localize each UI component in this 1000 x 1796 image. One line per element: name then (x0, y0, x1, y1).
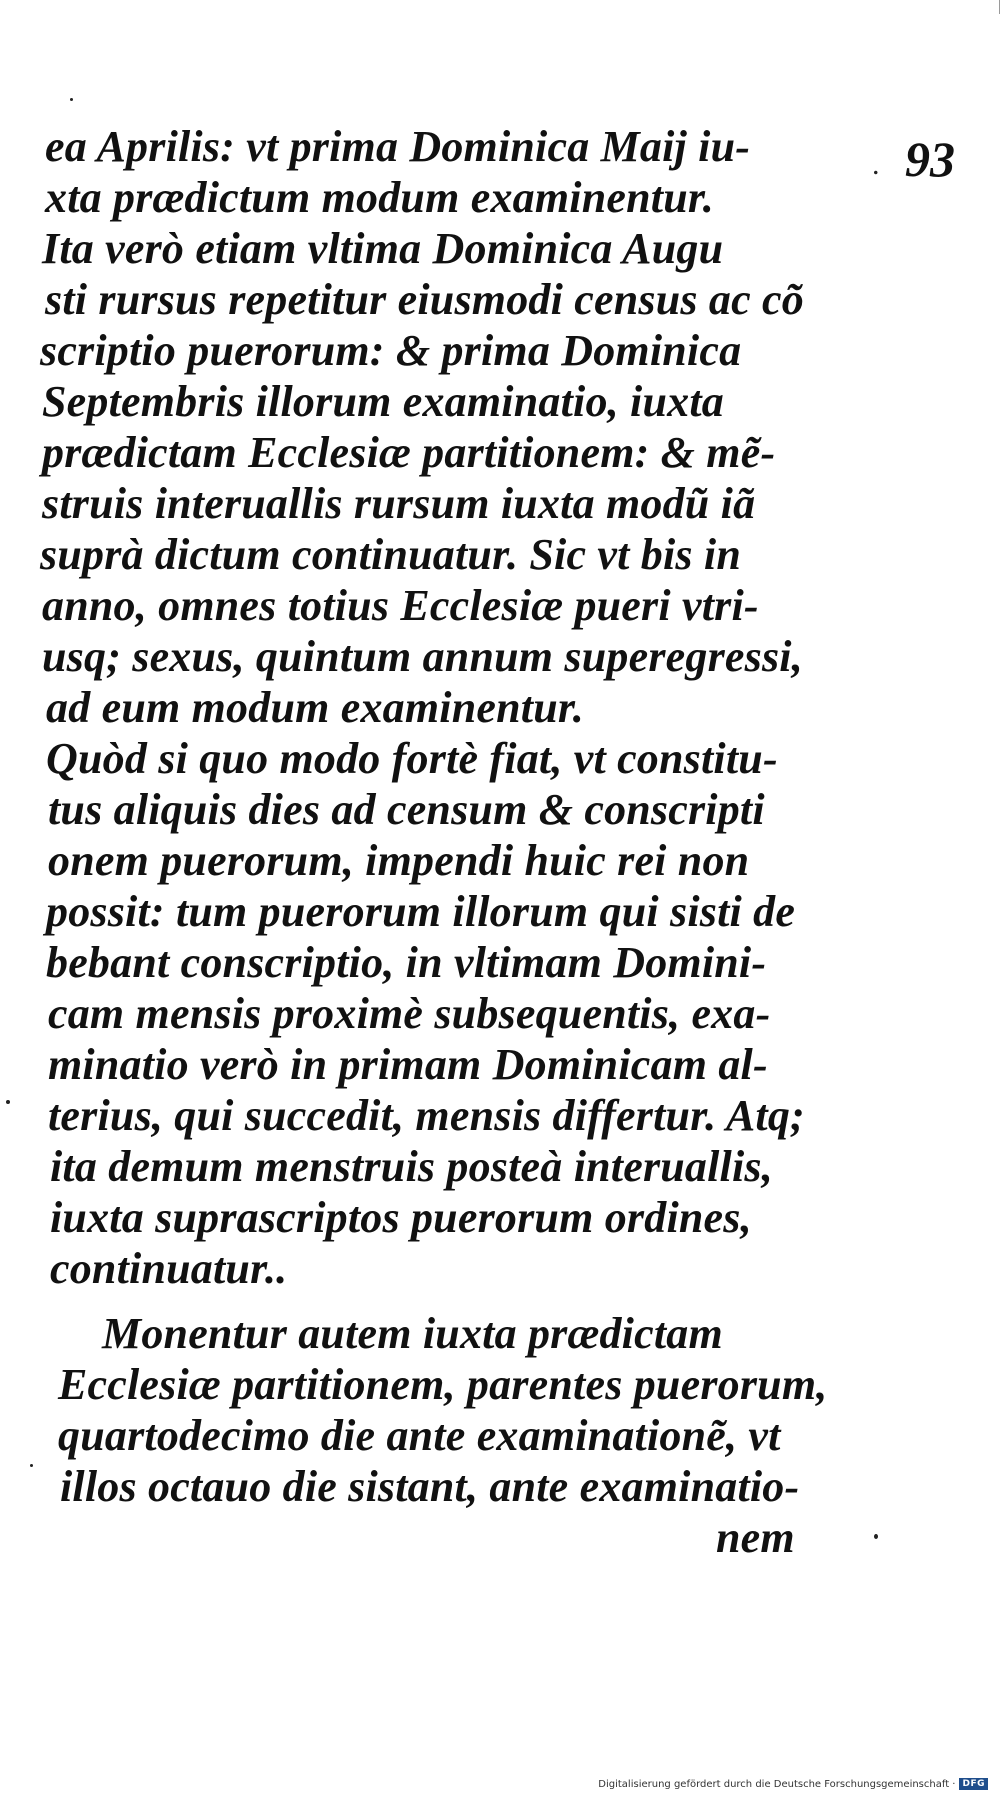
text-line: onem puerorum, impendi huic rei non (48, 836, 750, 885)
text-line: usq; sexus, quintum annum superegressi, (42, 632, 803, 681)
text-line: prædictam Ecclesiæ partitionem: & mẽ- (42, 428, 776, 477)
text-line: quartodecimo die ante examinationẽ, vt (58, 1411, 781, 1460)
catchword: nem (716, 1513, 795, 1562)
text-line: illos octauo die sistant, ante examinatio- (60, 1462, 800, 1511)
text-line: minatio verò in primam Dominicam al- (48, 1040, 768, 1089)
ink-speck (70, 98, 73, 101)
text-line: possit: tum puerorum illorum qui sisti de (46, 887, 796, 936)
page-number: 93 (905, 131, 955, 187)
text-line: tus aliquis dies ad censum & conscripti (48, 785, 765, 834)
text-line: bebant conscriptio, in vltimam Domini- (46, 938, 767, 987)
text-line: suprà dictum continuatur. Sic vt bis in (40, 530, 741, 579)
text-line: Quòd si quo modo fortè fiat, vt constitu- (46, 734, 778, 783)
text-line: continuatur.. (50, 1244, 288, 1293)
text-line: xta prædictum modum examinentur. (45, 173, 714, 222)
dfg-logo: DFG (959, 1778, 988, 1790)
text-line: terius, qui succedit, mensis differtur. Atq; (48, 1091, 805, 1140)
text-line: ea Aprilis: vt prima Dominica Maij iu- (45, 122, 751, 171)
text-line: ad eum modum examinentur. (46, 683, 584, 732)
text-line: ita demum menstruis posteà interuallis, (50, 1142, 773, 1191)
text-line: struis interuallis rursum iuxta modũ iã (42, 479, 756, 528)
ink-speck (30, 1464, 33, 1467)
text-line: scriptio puerorum: & prima Dominica (40, 326, 742, 375)
text-line: anno, omnes totius Ecclesiæ pueri vtri- (42, 581, 759, 630)
text-line: Ita verò etiam vltima Dominica Augu (42, 224, 724, 273)
text-line: iuxta suprascriptos puerorum ordines, (50, 1193, 752, 1242)
page-number-dot: . (872, 148, 880, 181)
funding-note: Digitalisierung gefördert durch die Deutsche Forschungsgemeinschaft · (598, 1778, 956, 1790)
text-line: Ecclesiæ partitionem, parentes puerorum, (58, 1360, 828, 1409)
ink-speck (6, 1100, 10, 1104)
text-line: cam mensis proximè subsequentis, exa- (48, 989, 771, 1038)
text-line: Monentur autem iuxta prædictam (102, 1309, 723, 1358)
text-line: sti rursus repetitur eiusmodi census ac cõ (45, 275, 804, 324)
ink-speck (874, 1534, 878, 1539)
text-line: Septembris illorum examinatio, iuxta (42, 377, 724, 426)
digitization-credit (598, 1778, 988, 1790)
